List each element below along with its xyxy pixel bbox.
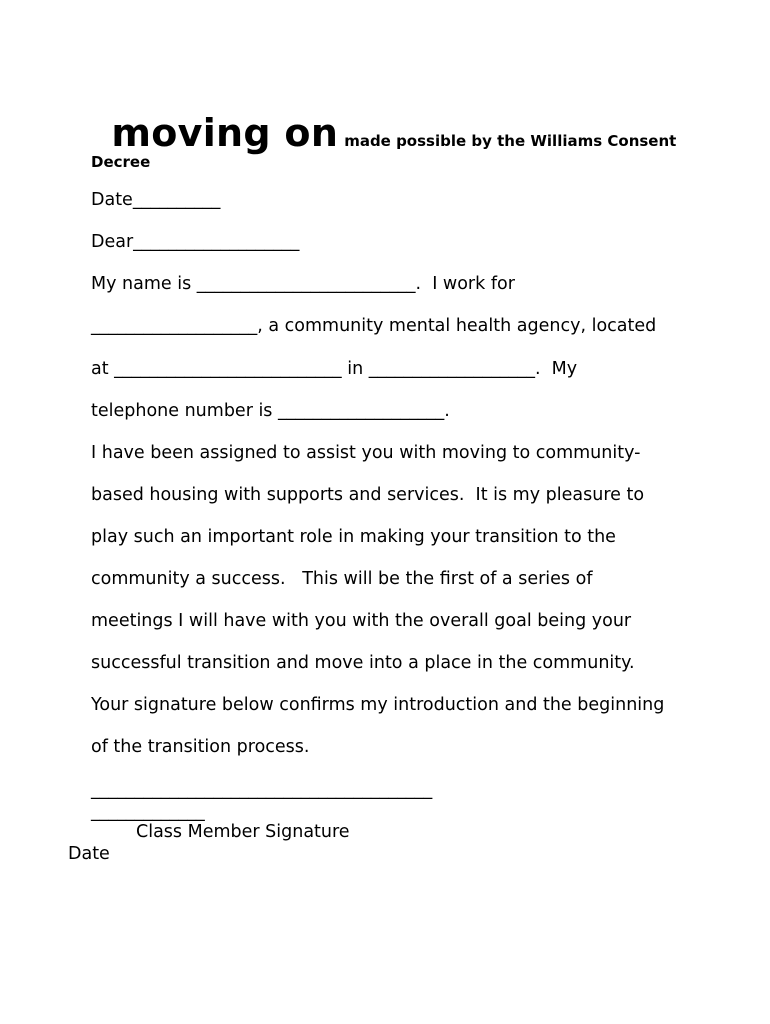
body-line-2: based housing with supports and services. It is my pleasure to — [91, 485, 645, 505]
body-line-1: I have been assigned to assist you with moving to community- — [91, 443, 641, 463]
location-line: at __________________________ in ___________________. My — [91, 359, 578, 379]
document-title: moving on — [111, 111, 339, 155]
body-line-5: meetings I will have with you with the overall goal being your — [91, 611, 632, 631]
telephone-line: telephone number is ___________________. — [91, 401, 450, 421]
body-line-3: play such an important role in making your transition to the — [91, 527, 616, 547]
body-line-4: community a success. This will be the first of a series of — [91, 569, 593, 589]
title-line — [91, 92, 676, 174]
body-line-6: successful transition and move into a place in the community. — [91, 653, 635, 673]
document-subtitle-continued: Decree — [91, 153, 151, 171]
name-work-line: My name is _________________________. I work for — [91, 274, 515, 294]
document-subtitle: made possible by the Williams Consent — [344, 132, 677, 150]
dear-field-line: Dear___________________ — [91, 232, 300, 252]
body-line-8: of the transition process. — [91, 737, 310, 757]
agency-line: ___________________, a community mental health agency, located — [91, 316, 657, 336]
signature-line: _______________________________________ — [91, 780, 433, 800]
date-label: Date — [68, 844, 110, 864]
date-signature-line: _____________ — [91, 802, 205, 822]
signature-label: Class Member Signature — [136, 822, 350, 842]
body-line-7: Your signature below confirms my introduction and the beginning — [91, 695, 665, 715]
date-field-line: Date__________ — [91, 190, 221, 210]
